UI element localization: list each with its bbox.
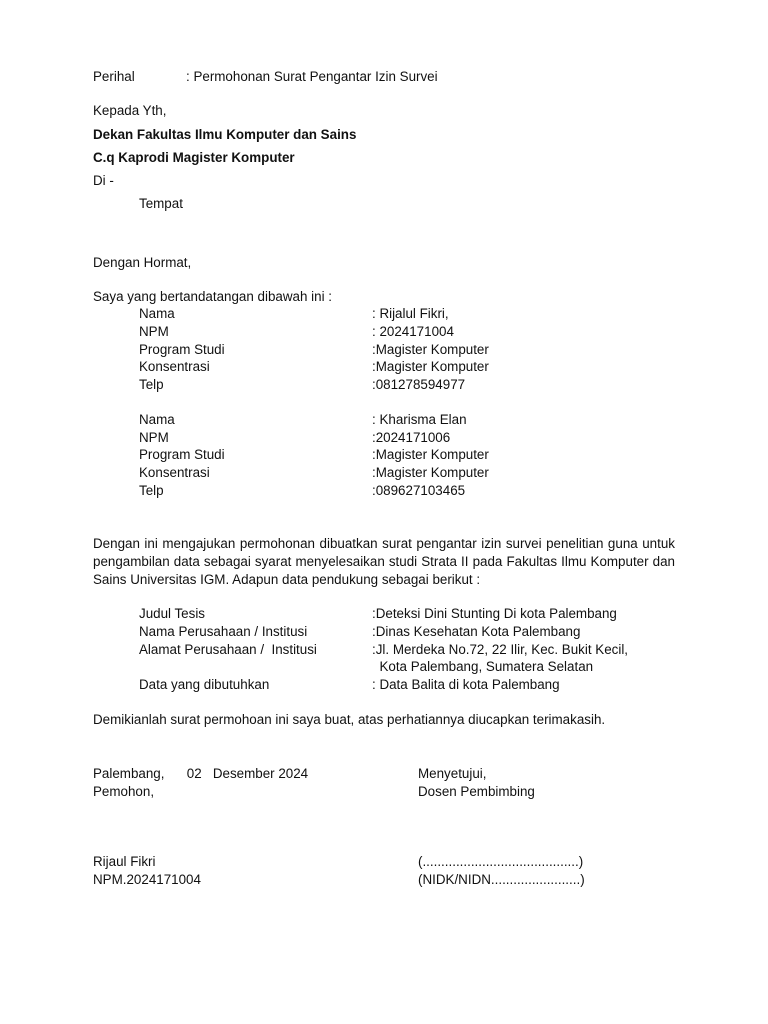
approver-id-blank: (NIDK/NIDN........................) bbox=[418, 872, 585, 887]
recipient-di: Di - bbox=[93, 173, 114, 188]
field-label: NPM bbox=[139, 324, 169, 339]
recipient-salutation: Kepada Yth, bbox=[93, 103, 167, 118]
field-label: Program Studi bbox=[139, 342, 225, 357]
field-value: :089627103465 bbox=[372, 483, 466, 498]
field-label: NPM bbox=[139, 430, 169, 445]
detail-label: Nama Perusahaan / Institusi bbox=[139, 624, 308, 639]
field-label: Konsentrasi bbox=[139, 465, 210, 480]
detail-label: Judul Tesis bbox=[139, 606, 205, 621]
detail-value: :Jl. Merdeka No.72, 22 Ilir, Kec. Bukit Kecil, bbox=[372, 642, 629, 657]
approver-name-blank: (..........................................) bbox=[418, 854, 584, 869]
applicant-npm: NPM.2024171004 bbox=[93, 872, 201, 887]
approver-role: Dosen Pembimbing bbox=[418, 784, 535, 799]
detail-value: :Deteksi Dini Stunting Di kota Palembang bbox=[372, 606, 617, 621]
closing-text: Demikianlah surat permohoan ini saya buat, atas perhatiannya diucapkan terimakasih. bbox=[93, 712, 606, 727]
recipient-kaprodi: C.q Kaprodi Magister Komputer bbox=[93, 150, 295, 165]
recipient-tempat: Tempat bbox=[139, 196, 183, 211]
body-paragraph: Dengan ini mengajukan permohonan dibuatkan surat pengantar izin survei penelitian guna untuk pengambilan data sebagai syarat menyelesaikan studi Strata II pada Fakultas Ilmu Komputer dan Sains Universitas IGM. Adapun data pendukung sebagai berikut : bbox=[93, 536, 675, 587]
field-value: :2024171006 bbox=[372, 430, 451, 445]
detail-value: :Dinas Kesehatan Kota Palembang bbox=[372, 624, 581, 639]
greeting: Dengan Hormat, bbox=[93, 255, 192, 270]
field-label: Telp bbox=[139, 483, 164, 498]
detail-label: Alamat Perusahaan / Institusi bbox=[139, 642, 317, 657]
field-value: :Magister Komputer bbox=[372, 342, 489, 357]
field-value: :Magister Komputer bbox=[372, 447, 489, 462]
field-value: :Magister Komputer bbox=[372, 359, 489, 374]
detail-value-continued: Kota Palembang, Sumatera Selatan bbox=[372, 659, 594, 674]
field-label: Nama bbox=[139, 306, 175, 321]
field-label: Telp bbox=[139, 377, 164, 392]
field-value: : Rijalul Fikri, bbox=[372, 306, 449, 321]
field-label: Program Studi bbox=[139, 447, 225, 462]
recipient-dean: Dekan Fakultas Ilmu Komputer dan Sains bbox=[93, 127, 357, 142]
applicant-name: Rijaul Fikri bbox=[93, 854, 156, 869]
perihal-value: : Permohonan Surat Pengantar Izin Survei bbox=[186, 69, 438, 84]
perihal-label: Perihal bbox=[93, 69, 135, 84]
approval-label: Menyetujui, bbox=[418, 766, 487, 781]
detail-value: : Data Balita di kota Palembang bbox=[372, 677, 560, 692]
intro-text: Saya yang bertandatangan dibawah ini : bbox=[93, 289, 332, 304]
detail-label: Data yang dibutuhkan bbox=[139, 677, 270, 692]
field-label: Konsentrasi bbox=[139, 359, 210, 374]
field-value: : Kharisma Elan bbox=[372, 412, 467, 427]
field-value: : 2024171004 bbox=[372, 324, 454, 339]
applicant-role: Pemohon, bbox=[93, 784, 155, 799]
field-label: Nama bbox=[139, 412, 175, 427]
field-value: :Magister Komputer bbox=[372, 465, 489, 480]
field-value: :081278594977 bbox=[372, 377, 466, 392]
place-date: Palembang, 02 Desember 2024 bbox=[93, 766, 309, 781]
